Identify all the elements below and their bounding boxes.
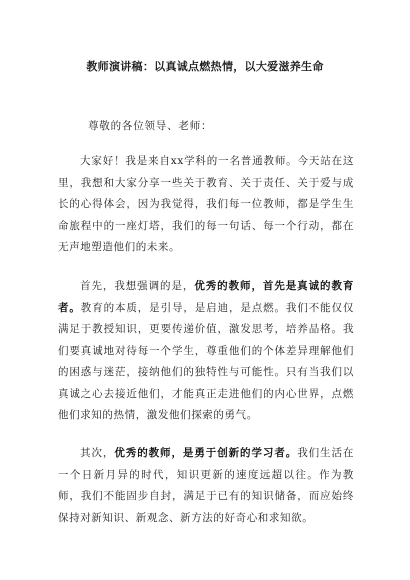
document-title: 教师演讲稿：以真诚点燃热情，以大爱滋养生命 xyxy=(86,60,324,73)
bold-emphasis: 优秀的教师，是勇于创新的学习者。 xyxy=(114,447,298,459)
paragraph-text: 其次， xyxy=(80,447,115,459)
paragraph-1 xyxy=(58,151,354,259)
paragraph-text: 教育的本质，是引导，是启迪，是点燃。我们不能仅仅满足于教授知识，更要传递价值，激发思考，培养品格。我们要真诚地对待每一个学生，尊重他们的个体差异理解他们的困惑与迷茫，接纳他们的独特性与可能性。只有当我们以真诚之心去接近他们，才能真正走进他们的内心世界，点燃他们求知的热情，激发他们探索的勇气。 xyxy=(58,301,354,421)
paragraph-text: 我们生活在一个日新月异的时代，知识更新的速度远超以往。作为教师，我们不能固步自封，满足于已有的知识储备，而应始终保持对新知识、新观念、新方法的好奇心和求知欲。 xyxy=(58,447,354,524)
bold-emphasis: 优秀的教师，首先是真诚的教育者。 xyxy=(58,280,354,314)
paragraph-text: 大家好！我是来自xx学科的一名普通教师。今天站在这里，我想和大家分享一些关于教育、关于责任、关于爱与成长的心得体会，因为我觉得，我们每一位教师，都是学生生命旅程中的一座灯塔，我们的每一句话、每一个行动，都在无声地塑造他们的未来。 xyxy=(58,155,354,253)
greeting-line: 尊敬的各位领导、老师： xyxy=(88,120,213,132)
paragraph-3 xyxy=(58,443,354,529)
paragraph-text: 首先，我想强调的是， xyxy=(80,280,195,292)
paragraph-2 xyxy=(58,276,354,427)
